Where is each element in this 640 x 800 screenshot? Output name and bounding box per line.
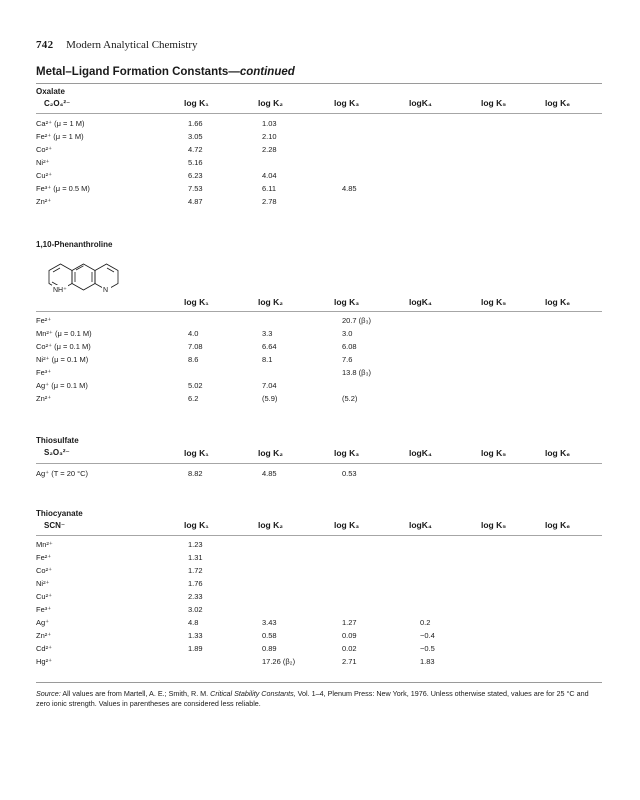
col-header-logk5: log K₅ — [481, 448, 507, 458]
log-k3-cell: 3.0 — [342, 329, 353, 338]
log-k1-cell: 7.08 — [188, 342, 203, 351]
col-header-logk5: log K₅ — [481, 98, 507, 108]
table-row — [36, 540, 602, 553]
ligand-name: 1,10-Phenanthroline — [36, 240, 113, 249]
col-header-logk2: log K₂ — [258, 98, 284, 108]
title-continued: continued — [239, 66, 295, 78]
metal-ion-cell: Ni²⁺ (μ = 0.1 M) — [36, 355, 89, 364]
col-header-logk6: log K₆ — [545, 297, 571, 307]
metal-ion-cell: Zn²⁺ — [36, 631, 52, 640]
log-k2-cell: 4.04 — [262, 171, 277, 180]
table-row — [36, 605, 602, 618]
section-phenanthroline — [36, 240, 602, 403]
metal-ion-cell: Ni²⁺ — [36, 579, 50, 588]
table-row — [36, 184, 602, 197]
log-k2-cell: 7.04 — [262, 381, 277, 390]
structure-label-nh: NH⁺ — [53, 287, 67, 294]
table-row — [36, 381, 602, 394]
footer-rule — [36, 682, 602, 683]
log-k2-cell: 2.28 — [262, 145, 277, 154]
source-label: Source: — [36, 689, 61, 698]
page-number: 742 — [36, 39, 54, 51]
metal-ion-cell: Cu²⁺ — [36, 592, 53, 601]
col-header-logk4: logK₄ — [409, 297, 432, 307]
col-header-logk2: log K₂ — [258, 520, 284, 530]
structure-label-n: N — [103, 287, 109, 294]
col-header-logk5: log K₅ — [481, 297, 507, 307]
metal-ion-cell: Zn²⁺ — [36, 197, 52, 206]
log-k3-cell: 6.08 — [342, 342, 357, 351]
metal-ion-cell: Co²⁺ — [36, 145, 53, 154]
log-k3-cell: 4.85 — [342, 184, 357, 193]
log-k2-cell: 3.43 — [262, 618, 277, 627]
col-header-logk4: logK₄ — [409, 98, 432, 108]
col-header-logk3: log K₃ — [334, 98, 360, 108]
log-k3-cell: 13.8 (β₃) — [342, 368, 372, 377]
table-row — [36, 342, 602, 355]
col-header-logk6: log K₆ — [545, 520, 571, 530]
log-k1-cell: 4.72 — [188, 145, 203, 154]
table-row — [36, 119, 602, 132]
log-k3-cell: 1.27 — [342, 618, 357, 627]
log-k3-cell: 7.6 — [342, 355, 353, 364]
col-header-logk2: log K₂ — [258, 448, 284, 458]
table-row — [36, 618, 602, 631]
log-k3-cell: 0.02 — [342, 644, 357, 653]
metal-ion-cell: Fe²⁺ — [36, 553, 52, 562]
col-header-logk1: log K₁ — [184, 448, 209, 458]
table-row — [36, 132, 602, 145]
source-book-title: Critical Stability Constants, — [210, 689, 296, 698]
log-k3-cell: 20.7 (β₃) — [342, 316, 372, 325]
oxalate-rows — [36, 119, 602, 210]
metal-ion-cell: Ca²⁺ (μ = 1 M) — [36, 119, 85, 128]
ligand-name: Oxalate — [36, 87, 65, 96]
log-k2-cell: 0.58 — [262, 631, 277, 640]
log-k4-cell: −0.4 — [420, 631, 435, 640]
ligand-formula: S₂O₃²⁻ — [44, 448, 70, 457]
metal-ion-cell: Ag⁺ — [36, 618, 50, 627]
source-note — [36, 689, 602, 709]
metal-ion-cell: Fe²⁺ — [36, 316, 52, 325]
log-k1-cell: 4.8 — [188, 618, 199, 627]
log-k2-cell: 6.64 — [262, 342, 277, 351]
log-k2-cell: 4.85 — [262, 469, 277, 478]
metal-ion-cell: Ag⁺ (μ = 0.1 M) — [36, 381, 88, 390]
log-k1-cell: 8.6 — [188, 355, 199, 364]
col-header-logk5: log K₅ — [481, 520, 507, 530]
header-rule — [36, 113, 602, 114]
col-header-logk2: log K₂ — [258, 297, 284, 307]
log-k2-cell: 17.26 (β₂) — [262, 657, 296, 666]
log-k1-cell: 1.76 — [188, 579, 203, 588]
log-k3-cell: (5.2) — [342, 394, 358, 403]
log-k1-cell: 4.87 — [188, 197, 203, 206]
log-k2-cell: 3.3 — [262, 329, 273, 338]
log-k1-cell: 3.02 — [188, 605, 203, 614]
header-rule — [36, 311, 602, 312]
col-header-logk1: log K₁ — [184, 98, 209, 108]
metal-ion-cell: Fe²⁺ (μ = 1 M) — [36, 132, 84, 141]
table-row — [36, 644, 602, 657]
col-header-logk4: logK₄ — [409, 520, 432, 530]
page-title — [36, 66, 295, 78]
metal-ion-cell: Zn²⁺ — [36, 394, 52, 403]
col-header-logk3: log K₃ — [334, 297, 360, 307]
table-row — [36, 469, 602, 482]
metal-ion-cell: Ag⁺ (T = 20 °C) — [36, 469, 89, 478]
ligand-name: Thiocyanate — [36, 509, 83, 518]
log-k1-cell: 8.82 — [188, 469, 203, 478]
running-header — [36, 39, 198, 51]
table-row — [36, 197, 602, 210]
table-row — [36, 329, 602, 342]
table-row — [36, 171, 602, 184]
log-k1-cell: 4.0 — [188, 329, 199, 338]
table-row — [36, 579, 602, 592]
title-rule — [36, 83, 602, 84]
metal-ion-cell: Fe³⁺ — [36, 368, 52, 377]
phenanthroline-rows — [36, 316, 602, 407]
log-k2-cell: 8.1 — [262, 355, 273, 364]
header-rule — [36, 535, 602, 536]
ligand-formula: C₂O₄²⁻ — [44, 99, 71, 108]
log-k1-cell: 1.33 — [188, 631, 203, 640]
col-header-logk3: log K₃ — [334, 520, 360, 530]
log-k1-cell: 7.53 — [188, 184, 203, 193]
thiocyanate-rows — [36, 540, 602, 670]
book-title: Modern Analytical Chemistry — [66, 39, 198, 51]
log-k1-cell: 1.89 — [188, 644, 203, 653]
log-k1-cell: 1.66 — [188, 119, 203, 128]
log-k1-cell: 3.05 — [188, 132, 203, 141]
metal-ion-cell: Ni²⁺ — [36, 158, 50, 167]
section-thiosulfate — [36, 436, 602, 478]
table-row — [36, 631, 602, 644]
log-k2-cell: 1.03 — [262, 119, 277, 128]
metal-ion-cell: Fe³⁺ — [36, 605, 52, 614]
table-row — [36, 592, 602, 605]
log-k2-cell: 0.89 — [262, 644, 277, 653]
log-k4-cell: −0.5 — [420, 644, 435, 653]
log-k2-cell: (5.9) — [262, 394, 278, 403]
table-row — [36, 145, 602, 158]
table-row — [36, 368, 602, 381]
metal-ion-cell: Mn²⁺ (μ = 0.1 M) — [36, 329, 92, 338]
metal-ion-cell: Co²⁺ — [36, 566, 53, 575]
log-k1-cell: 2.33 — [188, 592, 203, 601]
table-row — [36, 566, 602, 579]
metal-ion-cell: Hg²⁺ — [36, 657, 53, 666]
metal-ion-cell: Mn²⁺ — [36, 540, 53, 549]
thiosulfate-rows — [36, 469, 602, 482]
log-k2-cell: 2.78 — [262, 197, 277, 206]
source-text-b: Vol. 1–4, Plenum Press: New York, 1976. Unless otherwise stated, values are for 25 °C and zero ionic strength. Values in parentheses are considered less reliable. — [36, 689, 589, 708]
col-header-logk6: log K₆ — [545, 448, 571, 458]
header-rule — [36, 463, 602, 464]
log-k2-cell: 6.11 — [262, 184, 277, 193]
log-k2-cell: 2.10 — [262, 132, 277, 141]
col-header-logk6: log K₆ — [545, 98, 571, 108]
metal-ion-cell: Cd²⁺ — [36, 644, 53, 653]
log-k1-cell: 6.2 — [188, 394, 199, 403]
ligand-formula: SCN⁻ — [44, 521, 66, 530]
phenanthroline-structure — [36, 254, 131, 304]
table-row — [36, 355, 602, 368]
col-header-logk3: log K₃ — [334, 448, 360, 458]
log-k1-cell: 5.02 — [188, 381, 203, 390]
source-text-a: All values are from Martell, A. E.; Smith, R. M. — [60, 689, 211, 698]
log-k3-cell: 0.09 — [342, 631, 357, 640]
metal-ion-cell: Fe³⁺ (μ = 0.5 M) — [36, 184, 90, 193]
log-k1-cell: 5.16 — [188, 158, 203, 167]
log-k3-cell: 2.71 — [342, 657, 357, 666]
title-main: Metal–Ligand Formation Constants— — [36, 66, 240, 78]
log-k4-cell: 1.83 — [420, 657, 435, 666]
table-row — [36, 158, 602, 171]
log-k1-cell: 1.31 — [188, 553, 203, 562]
table-row — [36, 316, 602, 329]
log-k4-cell: 0.2 — [420, 618, 431, 627]
log-k1-cell: 6.23 — [188, 171, 203, 180]
ligand-name: Thiosulfate — [36, 436, 79, 445]
log-k1-cell: 1.72 — [188, 566, 203, 575]
log-k3-cell: 0.53 — [342, 469, 357, 478]
table-row — [36, 394, 602, 407]
col-header-logk1: log K₁ — [184, 520, 209, 530]
log-k1-cell: 1.23 — [188, 540, 203, 549]
section-thiocyanate — [36, 509, 602, 666]
col-header-logk1: log K₁ — [184, 297, 209, 307]
col-header-logk4: logK₄ — [409, 448, 432, 458]
metal-ion-cell: Cu²⁺ — [36, 171, 53, 180]
section-oxalate — [36, 87, 602, 206]
table-row — [36, 553, 602, 566]
metal-ion-cell: Co²⁺ (μ = 0.1 M) — [36, 342, 91, 351]
table-row — [36, 657, 602, 670]
